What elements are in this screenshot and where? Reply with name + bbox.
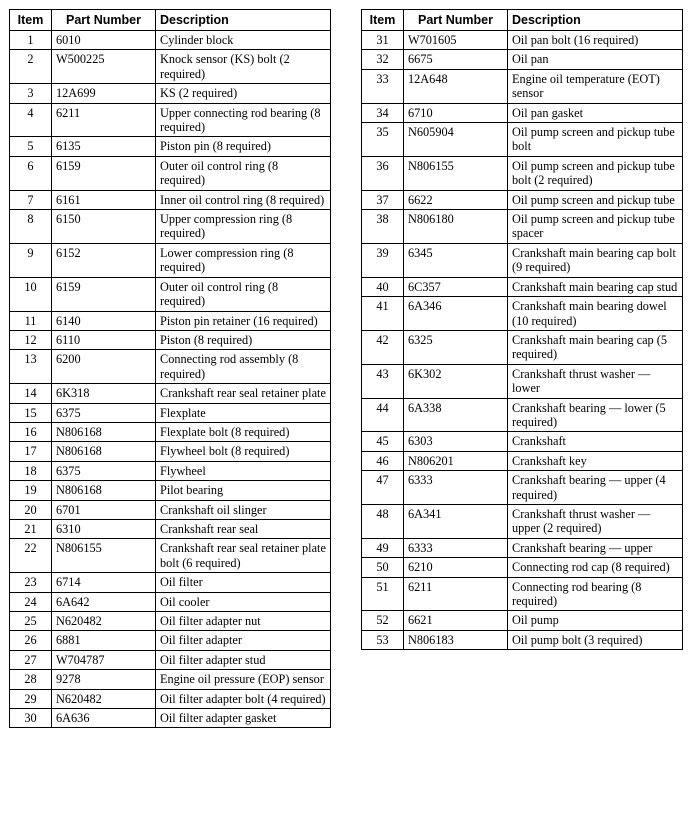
table-row: [362, 330, 683, 364]
table-row: [10, 670, 331, 689]
description-cell: Crankshaft main bearing cap stud: [508, 277, 683, 296]
item-cell: 30: [10, 709, 52, 728]
part-number-cell: N620482: [52, 612, 156, 631]
part-number-cell: 6152: [52, 243, 156, 277]
part-number-cell: 6010: [52, 31, 156, 50]
table-row: [362, 103, 683, 122]
part-number-cell: 6A636: [52, 709, 156, 728]
part-number-cell: 6325: [404, 330, 508, 364]
description-cell: Oil pump bolt (3 required): [508, 630, 683, 649]
part-number-cell: 6375: [52, 461, 156, 480]
description-cell: Engine oil pressure (EOP) sensor: [156, 670, 331, 689]
description-cell: Crankshaft main bearing dowel (10 required): [508, 297, 683, 331]
part-number-cell: 6675: [404, 50, 508, 69]
description-cell: Oil filter adapter gasket: [156, 709, 331, 728]
table-row: [362, 243, 683, 277]
item-cell: 48: [362, 504, 404, 538]
part-number-cell: 6333: [404, 538, 508, 557]
table-row: [10, 277, 331, 311]
description-cell: Engine oil temperature (EOT) sensor: [508, 69, 683, 103]
description-cell: Crankshaft thrust washer — lower: [508, 364, 683, 398]
description-cell: Connecting rod cap (8 required): [508, 558, 683, 577]
table-row: [10, 103, 331, 137]
table-row: [10, 539, 331, 573]
item-cell: 34: [362, 103, 404, 122]
part-number-cell: N806155: [404, 156, 508, 190]
item-cell: 8: [10, 210, 52, 244]
description-cell: Crankshaft main bearing cap bolt (9 required): [508, 243, 683, 277]
part-number-cell: 6A338: [404, 398, 508, 432]
item-cell: 4: [10, 103, 52, 137]
part-number-cell: N806168: [52, 442, 156, 461]
item-cell: 24: [10, 592, 52, 611]
part-number-cell: N806155: [52, 539, 156, 573]
table-row: [10, 461, 331, 480]
description-cell: Piston pin (8 required): [156, 137, 331, 156]
part-number-cell: 12A648: [404, 69, 508, 103]
description-cell: Piston pin retainer (16 required): [156, 311, 331, 330]
part-number-cell: 6140: [52, 311, 156, 330]
description-cell: Oil pump: [508, 611, 683, 630]
part-number-cell: N806183: [404, 630, 508, 649]
description-cell: Upper compression ring (8 required): [156, 210, 331, 244]
description-cell: Oil filter: [156, 573, 331, 592]
table-row: [362, 558, 683, 577]
description-cell: Oil pan: [508, 50, 683, 69]
table-row: [10, 403, 331, 422]
part-number-cell: 6200: [52, 350, 156, 384]
table-header-row: [362, 10, 683, 31]
description-cell: Crankshaft rear seal: [156, 519, 331, 538]
parts-table-right: [361, 9, 683, 650]
description-cell: Pilot bearing: [156, 481, 331, 500]
part-number-cell: 6K302: [404, 364, 508, 398]
column-header-item: Item: [362, 10, 404, 31]
table-row: [362, 432, 683, 451]
table-row: [10, 592, 331, 611]
description-cell: Crankshaft key: [508, 451, 683, 470]
part-number-cell: 6150: [52, 210, 156, 244]
part-number-cell: 6211: [52, 103, 156, 137]
description-cell: Oil pan bolt (16 required): [508, 31, 683, 50]
part-number-cell: N806201: [404, 451, 508, 470]
part-number-cell: 6710: [404, 103, 508, 122]
description-cell: Oil pump screen and pickup tube bolt: [508, 123, 683, 157]
table-row: [362, 31, 683, 50]
item-cell: 41: [362, 297, 404, 331]
part-number-cell: N806168: [52, 481, 156, 500]
description-cell: Oil pump screen and pickup tube bolt (2 required): [508, 156, 683, 190]
table-row: [362, 611, 683, 630]
part-number-cell: 6303: [404, 432, 508, 451]
item-cell: 15: [10, 403, 52, 422]
description-cell: Oil pump screen and pickup tube spacer: [508, 210, 683, 244]
table-row: [362, 630, 683, 649]
column-header-part-number: Part Number: [404, 10, 508, 31]
part-number-cell: 6345: [404, 243, 508, 277]
table-row: [362, 538, 683, 557]
description-cell: Oil filter adapter nut: [156, 612, 331, 631]
part-number-cell: 6159: [52, 156, 156, 190]
item-cell: 50: [362, 558, 404, 577]
part-number-cell: 6211: [404, 577, 508, 611]
table-row: [10, 422, 331, 441]
item-cell: 44: [362, 398, 404, 432]
item-cell: 12: [10, 330, 52, 349]
description-cell: Crankshaft bearing — lower (5 required): [508, 398, 683, 432]
part-number-cell: 6161: [52, 190, 156, 209]
item-cell: 7: [10, 190, 52, 209]
table-row: [10, 481, 331, 500]
table-row: [362, 297, 683, 331]
part-number-cell: 6135: [52, 137, 156, 156]
item-cell: 17: [10, 442, 52, 461]
description-cell: Oil filter adapter bolt (4 required): [156, 689, 331, 708]
part-number-cell: 6K318: [52, 384, 156, 403]
part-number-cell: W701605: [404, 31, 508, 50]
table-row: [10, 442, 331, 461]
item-cell: 49: [362, 538, 404, 557]
table-row: [10, 311, 331, 330]
item-cell: 22: [10, 539, 52, 573]
part-number-cell: N605904: [404, 123, 508, 157]
table-row: [10, 612, 331, 631]
table-row: [362, 69, 683, 103]
table-row: [10, 500, 331, 519]
item-cell: 3: [10, 84, 52, 103]
part-number-cell: 6A341: [404, 504, 508, 538]
table-row: [362, 451, 683, 470]
part-number-cell: N620482: [52, 689, 156, 708]
item-cell: 23: [10, 573, 52, 592]
description-cell: Oil filter adapter stud: [156, 650, 331, 669]
description-cell: Crankshaft rear seal retainer plate bolt (6 required): [156, 539, 331, 573]
description-cell: Oil filter adapter: [156, 631, 331, 650]
description-cell: Crankshaft bearing — upper: [508, 538, 683, 557]
item-cell: 53: [362, 630, 404, 649]
description-cell: KS (2 required): [156, 84, 331, 103]
description-cell: Flexplate bolt (8 required): [156, 422, 331, 441]
item-cell: 20: [10, 500, 52, 519]
table-row: [362, 471, 683, 505]
item-cell: 18: [10, 461, 52, 480]
table-row: [10, 631, 331, 650]
part-number-cell: 6C357: [404, 277, 508, 296]
parts-table-left-body: [10, 31, 331, 728]
table-row: [10, 709, 331, 728]
description-cell: Outer oil control ring (8 required): [156, 156, 331, 190]
item-cell: 21: [10, 519, 52, 538]
item-cell: 26: [10, 631, 52, 650]
part-number-cell: 6621: [404, 611, 508, 630]
description-cell: Flexplate: [156, 403, 331, 422]
part-number-cell: 6110: [52, 330, 156, 349]
table-row: [10, 519, 331, 538]
item-cell: 32: [362, 50, 404, 69]
part-number-cell: W704787: [52, 650, 156, 669]
item-cell: 52: [362, 611, 404, 630]
item-cell: 39: [362, 243, 404, 277]
table-row: [362, 210, 683, 244]
description-cell: Oil cooler: [156, 592, 331, 611]
table-row: [362, 277, 683, 296]
table-row: [362, 577, 683, 611]
item-cell: 25: [10, 612, 52, 631]
part-number-cell: 6310: [52, 519, 156, 538]
table-row: [10, 210, 331, 244]
description-cell: Flywheel bolt (8 required): [156, 442, 331, 461]
item-cell: 13: [10, 350, 52, 384]
item-cell: 2: [10, 50, 52, 84]
description-cell: Connecting rod bearing (8 required): [508, 577, 683, 611]
table-row: [10, 243, 331, 277]
item-cell: 38: [362, 210, 404, 244]
description-cell: Inner oil control ring (8 required): [156, 190, 331, 209]
column-header-part-number: Part Number: [52, 10, 156, 31]
item-cell: 27: [10, 650, 52, 669]
item-cell: 11: [10, 311, 52, 330]
part-number-cell: 6375: [52, 403, 156, 422]
table-row: [10, 31, 331, 50]
part-number-cell: 6622: [404, 190, 508, 209]
item-cell: 46: [362, 451, 404, 470]
part-number-cell: 6A346: [404, 297, 508, 331]
parts-table-left: [9, 9, 331, 728]
item-cell: 5: [10, 137, 52, 156]
item-cell: 14: [10, 384, 52, 403]
part-number-cell: 12A699: [52, 84, 156, 103]
description-cell: Knock sensor (KS) bolt (2 required): [156, 50, 331, 84]
item-cell: 10: [10, 277, 52, 311]
part-number-cell: W500225: [52, 50, 156, 84]
description-cell: Piston (8 required): [156, 330, 331, 349]
table-row: [362, 364, 683, 398]
item-cell: 16: [10, 422, 52, 441]
item-cell: 45: [362, 432, 404, 451]
table-row: [362, 123, 683, 157]
item-cell: 9: [10, 243, 52, 277]
table-row: [10, 156, 331, 190]
item-cell: 28: [10, 670, 52, 689]
table-row: [10, 350, 331, 384]
table-row: [10, 84, 331, 103]
item-cell: 47: [362, 471, 404, 505]
item-cell: 29: [10, 689, 52, 708]
table-row: [362, 190, 683, 209]
description-cell: Outer oil control ring (8 required): [156, 277, 331, 311]
description-cell: Crankshaft: [508, 432, 683, 451]
column-header-description: Description: [156, 10, 331, 31]
table-row: [362, 504, 683, 538]
part-number-cell: 9278: [52, 670, 156, 689]
column-header-item: Item: [10, 10, 52, 31]
parts-table-right-body: [362, 31, 683, 650]
part-number-cell: 6701: [52, 500, 156, 519]
item-cell: 19: [10, 481, 52, 500]
description-cell: Crankshaft oil slinger: [156, 500, 331, 519]
part-number-cell: 6210: [404, 558, 508, 577]
description-cell: Crankshaft main bearing cap (5 required): [508, 330, 683, 364]
item-cell: 51: [362, 577, 404, 611]
part-number-cell: 6333: [404, 471, 508, 505]
table-header-row: [10, 10, 331, 31]
item-cell: 1: [10, 31, 52, 50]
item-cell: 31: [362, 31, 404, 50]
part-number-cell: N806180: [404, 210, 508, 244]
part-number-cell: N806168: [52, 422, 156, 441]
table-row: [10, 689, 331, 708]
description-cell: Crankshaft thrust washer — upper (2 required): [508, 504, 683, 538]
item-cell: 40: [362, 277, 404, 296]
table-row: [362, 398, 683, 432]
part-number-cell: 6714: [52, 573, 156, 592]
description-cell: Upper connecting rod bearing (8 required): [156, 103, 331, 137]
description-cell: Oil pan gasket: [508, 103, 683, 122]
item-cell: 42: [362, 330, 404, 364]
table-row: [10, 50, 331, 84]
item-cell: 33: [362, 69, 404, 103]
description-cell: Connecting rod assembly (8 required): [156, 350, 331, 384]
table-row: [10, 650, 331, 669]
description-cell: Oil pump screen and pickup tube: [508, 190, 683, 209]
table-row: [362, 156, 683, 190]
description-cell: Lower compression ring (8 required): [156, 243, 331, 277]
part-number-cell: 6A642: [52, 592, 156, 611]
part-number-cell: 6159: [52, 277, 156, 311]
item-cell: 6: [10, 156, 52, 190]
description-cell: Flywheel: [156, 461, 331, 480]
description-cell: Crankshaft bearing — upper (4 required): [508, 471, 683, 505]
description-cell: Cylinder block: [156, 31, 331, 50]
column-header-description: Description: [508, 10, 683, 31]
description-cell: Crankshaft rear seal retainer plate: [156, 384, 331, 403]
table-row: [10, 137, 331, 156]
part-number-cell: 6881: [52, 631, 156, 650]
table-row: [10, 573, 331, 592]
item-cell: 35: [362, 123, 404, 157]
table-row: [362, 50, 683, 69]
table-row: [10, 384, 331, 403]
table-row: [10, 330, 331, 349]
item-cell: 37: [362, 190, 404, 209]
item-cell: 36: [362, 156, 404, 190]
item-cell: 43: [362, 364, 404, 398]
table-row: [10, 190, 331, 209]
